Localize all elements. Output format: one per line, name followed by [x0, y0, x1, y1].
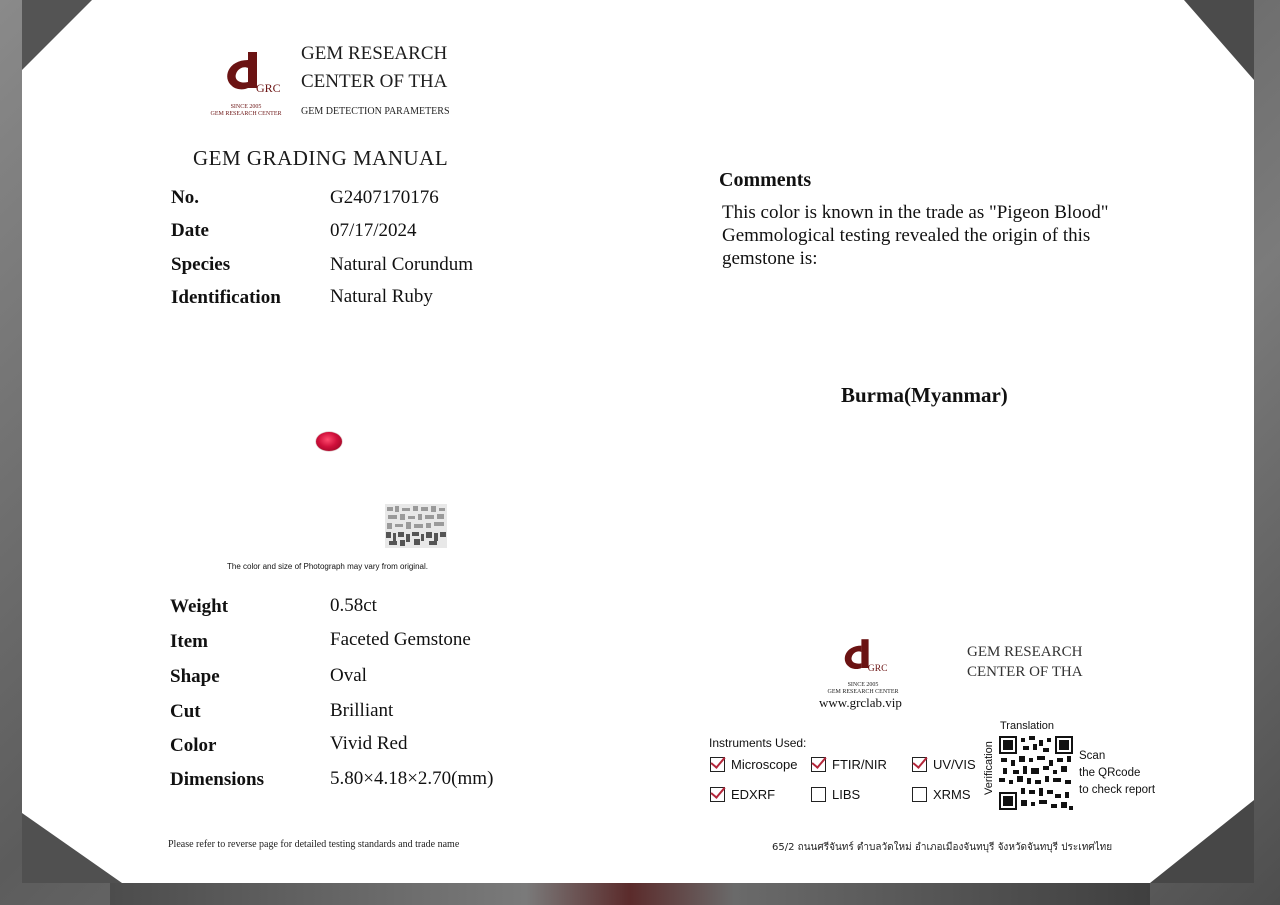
- logo-center-name: GEM RESEARCH CENTER: [210, 111, 282, 117]
- field-value-date: 07/17/2024: [330, 220, 417, 241]
- corner-holder-bottom-right: [1150, 800, 1254, 883]
- verification-qr-code-icon[interactable]: [999, 736, 1073, 810]
- photo-disclaimer: The color and size of Photograph may vary from original.: [227, 562, 428, 571]
- checkbox-checked: [710, 787, 725, 802]
- instrument-label: UV/VIS: [933, 757, 976, 772]
- footer-reverse-note: Please refer to reverse page for detailed testing standards and trade name: [168, 839, 460, 850]
- field-label-shape: Shape: [170, 666, 220, 687]
- instrument-label: XRMS: [933, 787, 971, 802]
- scan-line-3: to check report: [1079, 784, 1156, 796]
- field-label-number: No.: [171, 187, 199, 208]
- org-name-line2: CENTER OF THA: [301, 71, 448, 92]
- field-label-color: Color: [170, 735, 217, 756]
- checkbox-checked: [811, 757, 826, 772]
- field-label-date: Date: [171, 220, 209, 241]
- instruments-title: Instruments Used:: [709, 736, 807, 750]
- website-link[interactable]: www.grclab.vip: [819, 695, 902, 710]
- logo-text: GRC: [256, 81, 281, 95]
- org-name-right-line2: CENTER OF THA: [967, 664, 1083, 680]
- comments-line-1: This color is known in the trade as "Pigeon Blood": [722, 202, 1109, 223]
- instrument-label: Microscope: [731, 757, 798, 772]
- field-value-shape: Oval: [330, 665, 367, 686]
- field-label-cut: Cut: [170, 701, 201, 722]
- logo-since-small: SINCE 2005: [847, 682, 879, 688]
- org-subtitle: GEM DETECTION PARAMETERS: [301, 106, 450, 117]
- comments-line-2: Gemmological testing revealed the origin of this: [722, 225, 1091, 246]
- instrument-label: LIBS: [832, 787, 861, 802]
- instrument-xrms: [912, 787, 971, 802]
- field-label-item: Item: [170, 631, 208, 652]
- footer-address: 65/2 ถนนศรีจันทร์ ตำบลวัดใหม่ อำเภอเมืองจันทบุรี จังหวัดจันทบุรี ประเทศไทย: [772, 842, 1113, 853]
- instrument-uv-vis: [912, 757, 976, 772]
- field-label-identification: Identification: [171, 287, 281, 308]
- scan-line-2: the QRcode: [1079, 767, 1141, 779]
- field-value-color: Vivid Red: [330, 733, 408, 754]
- instrument-microscope: [710, 757, 797, 772]
- field-label-weight: Weight: [170, 596, 229, 617]
- instrument-edxrf: [710, 787, 775, 802]
- translation-label: Translation: [1000, 720, 1055, 732]
- checkbox-checked: [710, 757, 725, 772]
- org-name-right: [967, 642, 1083, 682]
- checkbox-unchecked: [811, 787, 826, 802]
- origin-country: Burma(Myanmar): [841, 383, 1008, 407]
- instrument-label: FTIR/NIR: [832, 757, 887, 772]
- scan-line-1: Scan: [1079, 750, 1106, 762]
- security-stamp-icon: [385, 504, 447, 548]
- field-value-dimensions: 5.80×4.18×2.70(mm): [330, 768, 494, 789]
- org-name-line1: GEM RESEARCH: [301, 43, 448, 64]
- corner-holder-top-left: [22, 0, 92, 70]
- field-label-dimensions: Dimensions: [170, 769, 264, 790]
- verification-label: Verification: [983, 741, 995, 795]
- scan-instructions: [1079, 748, 1155, 799]
- field-value-identification: Natural Ruby: [330, 286, 433, 307]
- field-value-cut: Brilliant: [330, 700, 394, 721]
- field-label-species: Species: [171, 254, 231, 275]
- field-value-item: Faceted Gemstone: [330, 629, 471, 650]
- logo-text-small: GRC: [867, 663, 888, 675]
- document-title: GEM GRADING MANUAL: [193, 146, 449, 170]
- checkbox-checked: [912, 757, 927, 772]
- logo-since: SINCE 2005: [230, 104, 262, 110]
- checkbox-unchecked: [912, 787, 927, 802]
- comments-title: Comments: [719, 169, 812, 191]
- instrument-label: EDXRF: [731, 787, 776, 802]
- corner-holder-bottom-left: [22, 813, 122, 883]
- field-value-number: G2407170176: [330, 187, 439, 208]
- field-value-species: Natural Corundum: [330, 254, 474, 275]
- comments-body: [722, 201, 1152, 270]
- instrument-libs: [811, 787, 860, 802]
- logo-center-name-small: GEM RESEARCH CENTER: [827, 689, 899, 695]
- org-name-right-line1: GEM RESEARCH: [967, 644, 1083, 660]
- frame-bottom-strip: [110, 880, 1150, 905]
- corner-holder-top-right: [1184, 0, 1254, 80]
- gemstone-photo: [316, 432, 342, 451]
- field-value-weight: 0.58ct: [330, 595, 377, 616]
- comments-line-3: gemstone is:: [722, 248, 818, 269]
- instrument-ftir-nir: [811, 757, 887, 772]
